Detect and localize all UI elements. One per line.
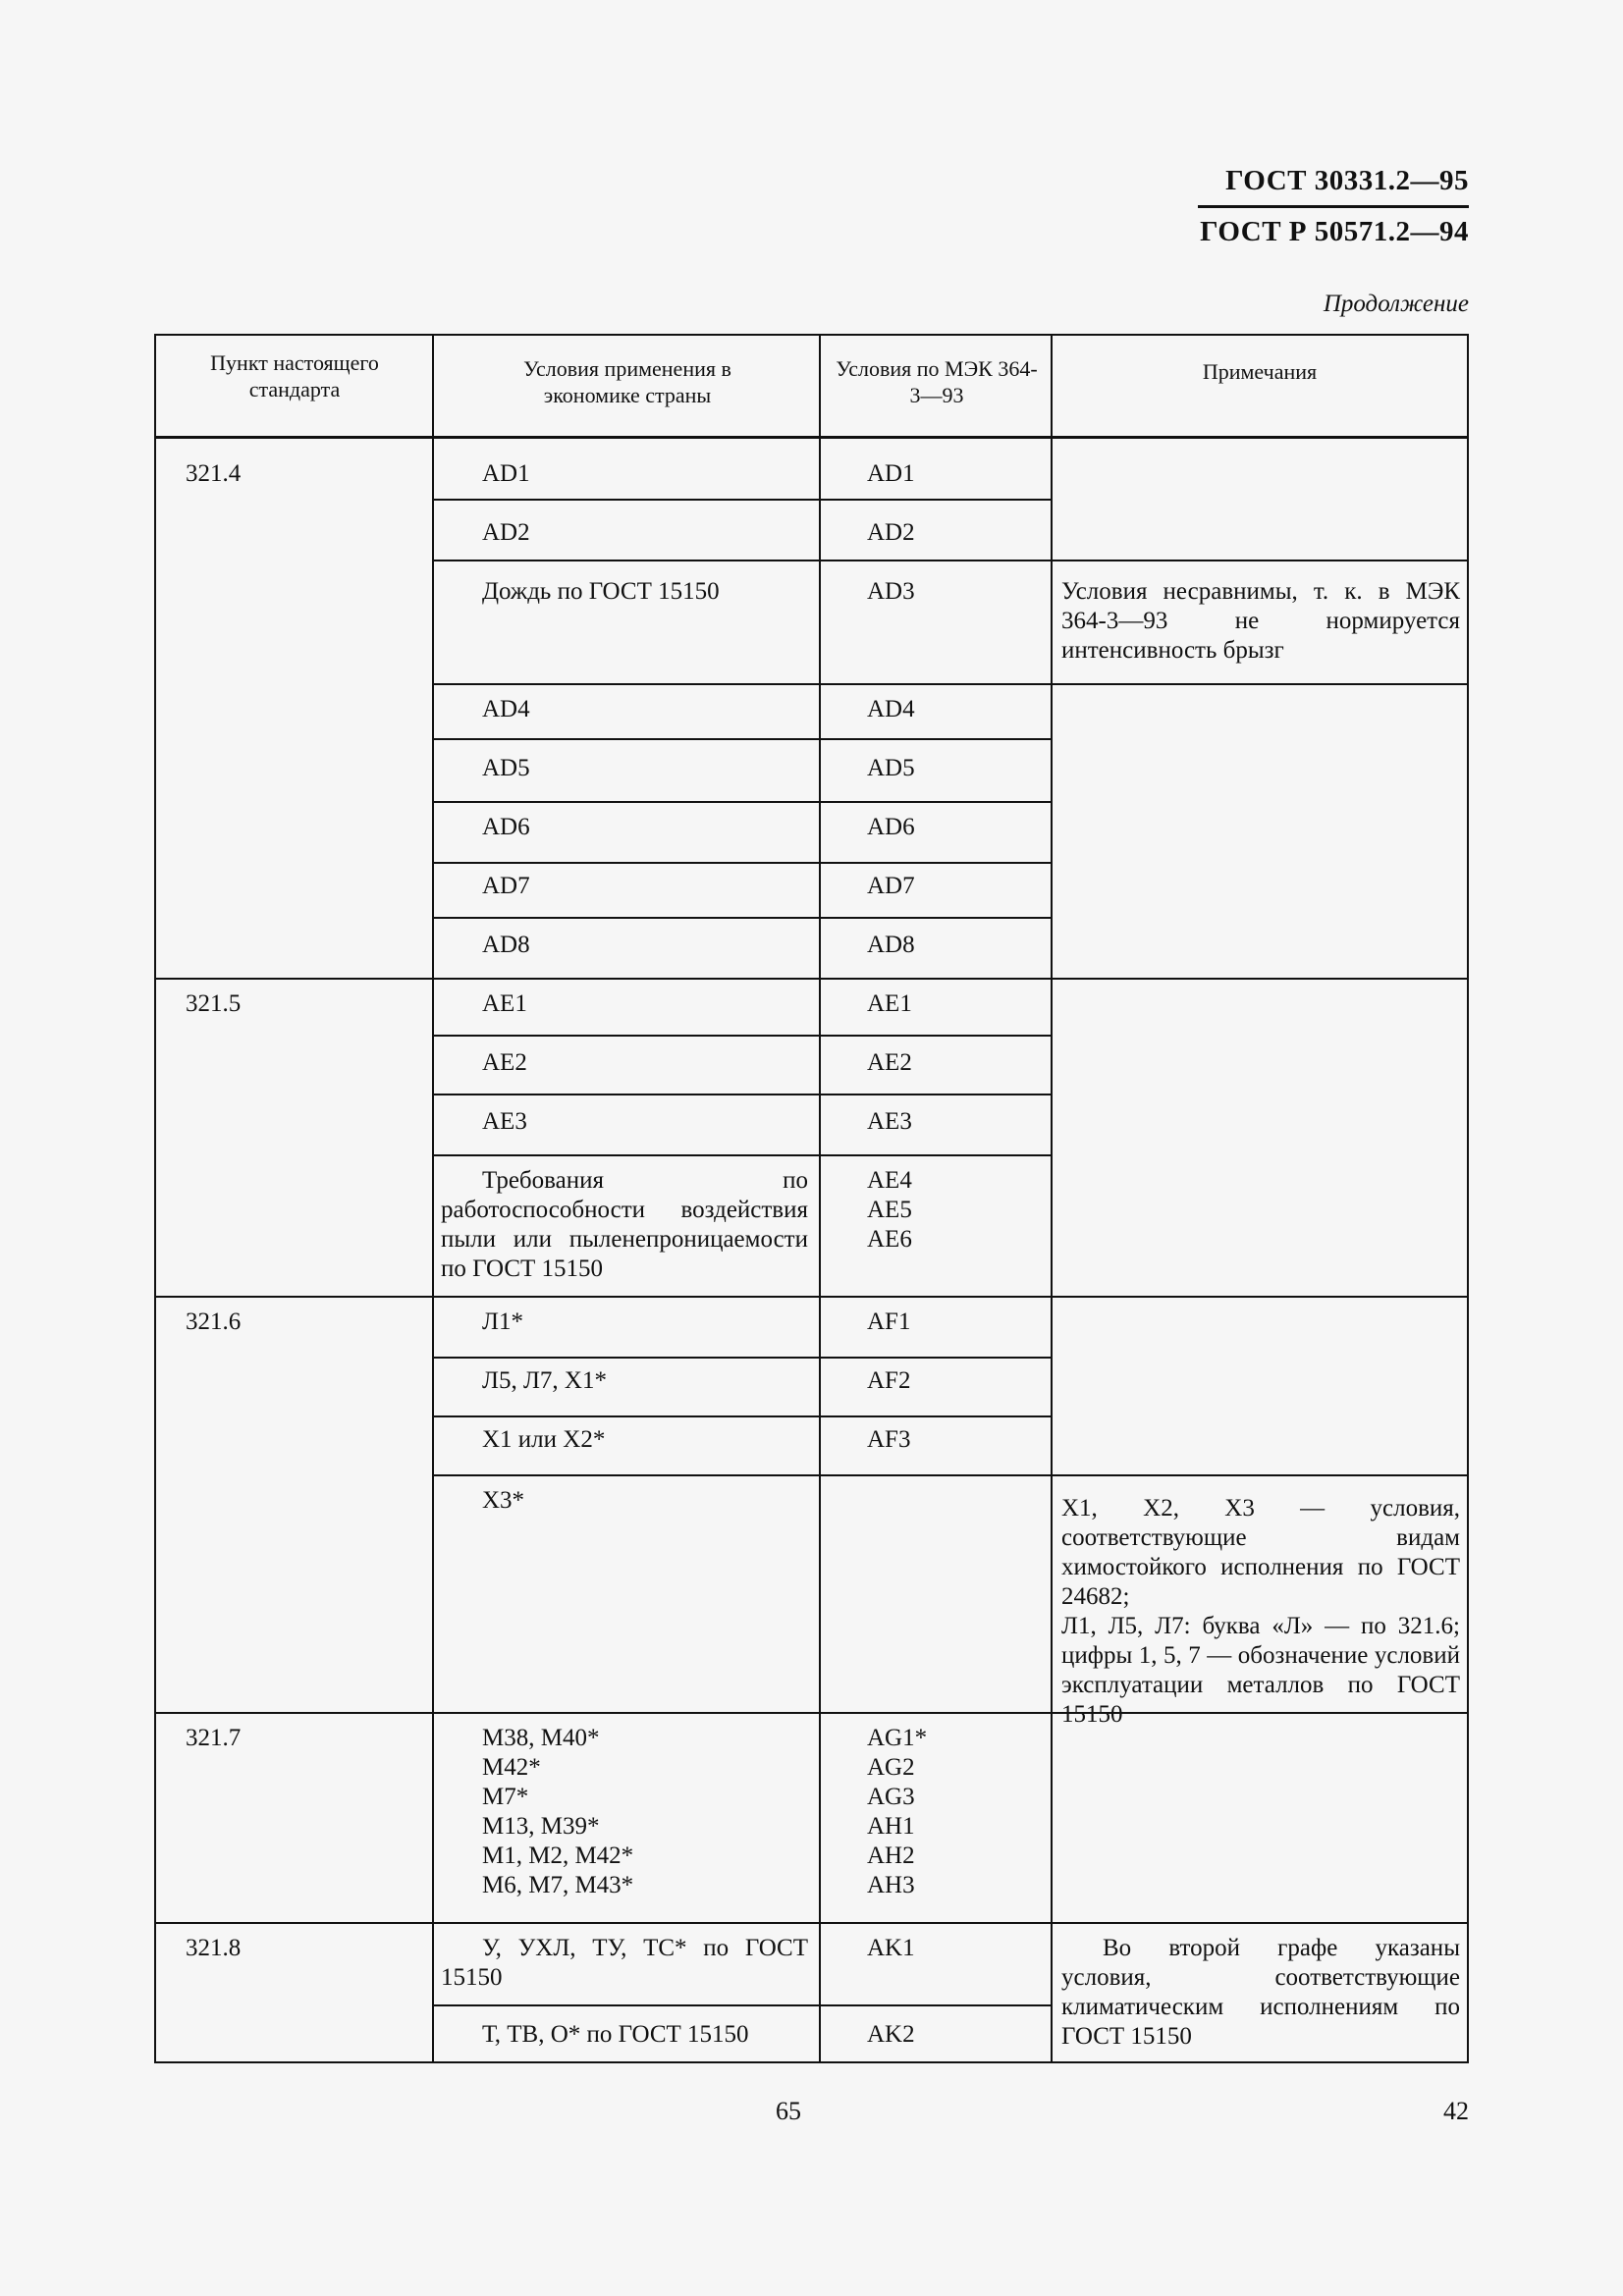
iec-condition: AF2 bbox=[867, 1367, 911, 1394]
row-separator bbox=[433, 1094, 1052, 1095]
iec-condition: AE4 AE5 AE6 bbox=[867, 1167, 912, 1253]
note-text: Условия несравнимы, т. к. в МЭК 364-3—93 не нормируется интенсивность брызг bbox=[1061, 578, 1460, 664]
column-header-clause: Пункт настоящего стандарта bbox=[210, 350, 379, 401]
column-divider bbox=[819, 336, 821, 2061]
country-condition: Л5, Л7, Х1* bbox=[482, 1367, 607, 1394]
row-separator bbox=[433, 862, 1052, 864]
iec-condition: AD3 bbox=[867, 578, 915, 605]
row-separator bbox=[433, 2004, 1052, 2006]
country-condition: Х1 или Х2* bbox=[482, 1426, 606, 1453]
row-separator bbox=[433, 560, 1467, 561]
row-separator bbox=[433, 1474, 1467, 1476]
column-header-iec: Условия по МЭК 364-3—93 bbox=[836, 356, 1038, 407]
clause-number: 321.4 bbox=[186, 460, 242, 487]
header-rule bbox=[1198, 205, 1469, 208]
row-separator bbox=[433, 1035, 1052, 1037]
row-separator bbox=[433, 917, 1052, 919]
column-divider bbox=[1051, 336, 1053, 2061]
country-condition: Дождь по ГОСТ 15150 bbox=[482, 578, 720, 605]
country-condition: AD2 bbox=[482, 519, 530, 546]
country-condition: М38, М40* М42* М7* М13, М39* М1, М2, М42* М6, М7, М43* bbox=[482, 1725, 634, 1898]
country-condition: Т, ТВ, О* по ГОСТ 15150 bbox=[482, 2021, 749, 2048]
iec-condition: AE3 bbox=[867, 1108, 912, 1135]
iec-condition: AD4 bbox=[867, 696, 915, 722]
clause-number: 321.8 bbox=[186, 1935, 242, 1961]
country-condition: У, УХЛ, ТУ, ТС* по ГОСТ 15150 bbox=[441, 1935, 808, 1991]
country-condition: AD6 bbox=[482, 814, 530, 840]
page-number-right: 42 bbox=[1443, 2097, 1469, 2125]
country-condition: AD7 bbox=[482, 873, 530, 899]
header-separator bbox=[156, 436, 1467, 439]
iec-condition: AD5 bbox=[867, 755, 915, 781]
iec-condition: AD7 bbox=[867, 873, 915, 899]
country-condition: AE1 bbox=[482, 990, 527, 1017]
iec-condition: AD6 bbox=[867, 814, 915, 840]
iec-condition: AD8 bbox=[867, 932, 915, 958]
country-condition: AD4 bbox=[482, 696, 530, 722]
row-separator bbox=[433, 1415, 1052, 1417]
standard-number-1: ГОСТ 30331.2—95 bbox=[1225, 165, 1469, 196]
iec-condition: AK1 bbox=[867, 1935, 915, 1961]
row-separator bbox=[433, 738, 1052, 740]
column-divider bbox=[432, 336, 434, 2061]
row-separator bbox=[433, 801, 1052, 803]
conditions-table bbox=[154, 334, 1469, 2063]
group-separator bbox=[156, 1296, 1467, 1298]
row-separator bbox=[433, 1154, 1052, 1156]
clause-number: 321.7 bbox=[186, 1725, 242, 1751]
row-separator bbox=[433, 499, 1052, 501]
country-condition: AE3 bbox=[482, 1108, 527, 1135]
country-condition: AD5 bbox=[482, 755, 530, 781]
country-condition: Х3* bbox=[482, 1487, 525, 1514]
standard-number-2: ГОСТ Р 50571.2—94 bbox=[1200, 216, 1469, 247]
country-condition: Л1* bbox=[482, 1308, 523, 1335]
clause-number: 321.5 bbox=[186, 990, 242, 1017]
group-separator bbox=[156, 978, 1467, 980]
country-condition: AD1 bbox=[482, 460, 530, 487]
iec-condition: AG1* AG2 AG3 AH1 AH2 AH3 bbox=[867, 1725, 928, 1898]
clause-number: 321.6 bbox=[186, 1308, 242, 1335]
country-condition: AE2 bbox=[482, 1049, 527, 1076]
iec-condition: AD2 bbox=[867, 519, 915, 546]
note-text: Во второй графе указаны условия, соответствующие климатическим исполнениям по ГОСТ 15150 bbox=[1061, 1935, 1460, 2050]
iec-condition: AF3 bbox=[867, 1426, 911, 1453]
continuation-label: Продолжение bbox=[1323, 291, 1469, 317]
iec-condition: AK2 bbox=[867, 2021, 915, 2048]
row-separator bbox=[433, 1357, 1052, 1359]
country-condition: AD8 bbox=[482, 932, 530, 958]
iec-condition: AE1 bbox=[867, 990, 912, 1017]
iec-condition: AF1 bbox=[867, 1308, 911, 1335]
group-separator bbox=[156, 1922, 1467, 1924]
iec-condition: AE2 bbox=[867, 1049, 912, 1076]
country-condition: Требования по работоспособности воздействия пыли или пыленепроницаемости по ГОСТ 15150 bbox=[441, 1167, 808, 1282]
note-text: Х1, Х2, Х3 — условия, соответствующие видам химостойкого исполнения по ГОСТ 24682; Л1, Л5, Л7: буква «Л» — по 321.6; цифры 1, 5, 7 — обозначение условий эксплуатации металлов по ГОСТ 15150 bbox=[1061, 1495, 1460, 1728]
iec-condition: AD1 bbox=[867, 460, 915, 487]
column-header-country: Условия применения в экономике страны bbox=[523, 356, 731, 407]
page-number-left: 65 bbox=[776, 2097, 801, 2125]
row-separator bbox=[433, 683, 1467, 685]
column-header-notes: Примечания bbox=[1202, 359, 1318, 384]
